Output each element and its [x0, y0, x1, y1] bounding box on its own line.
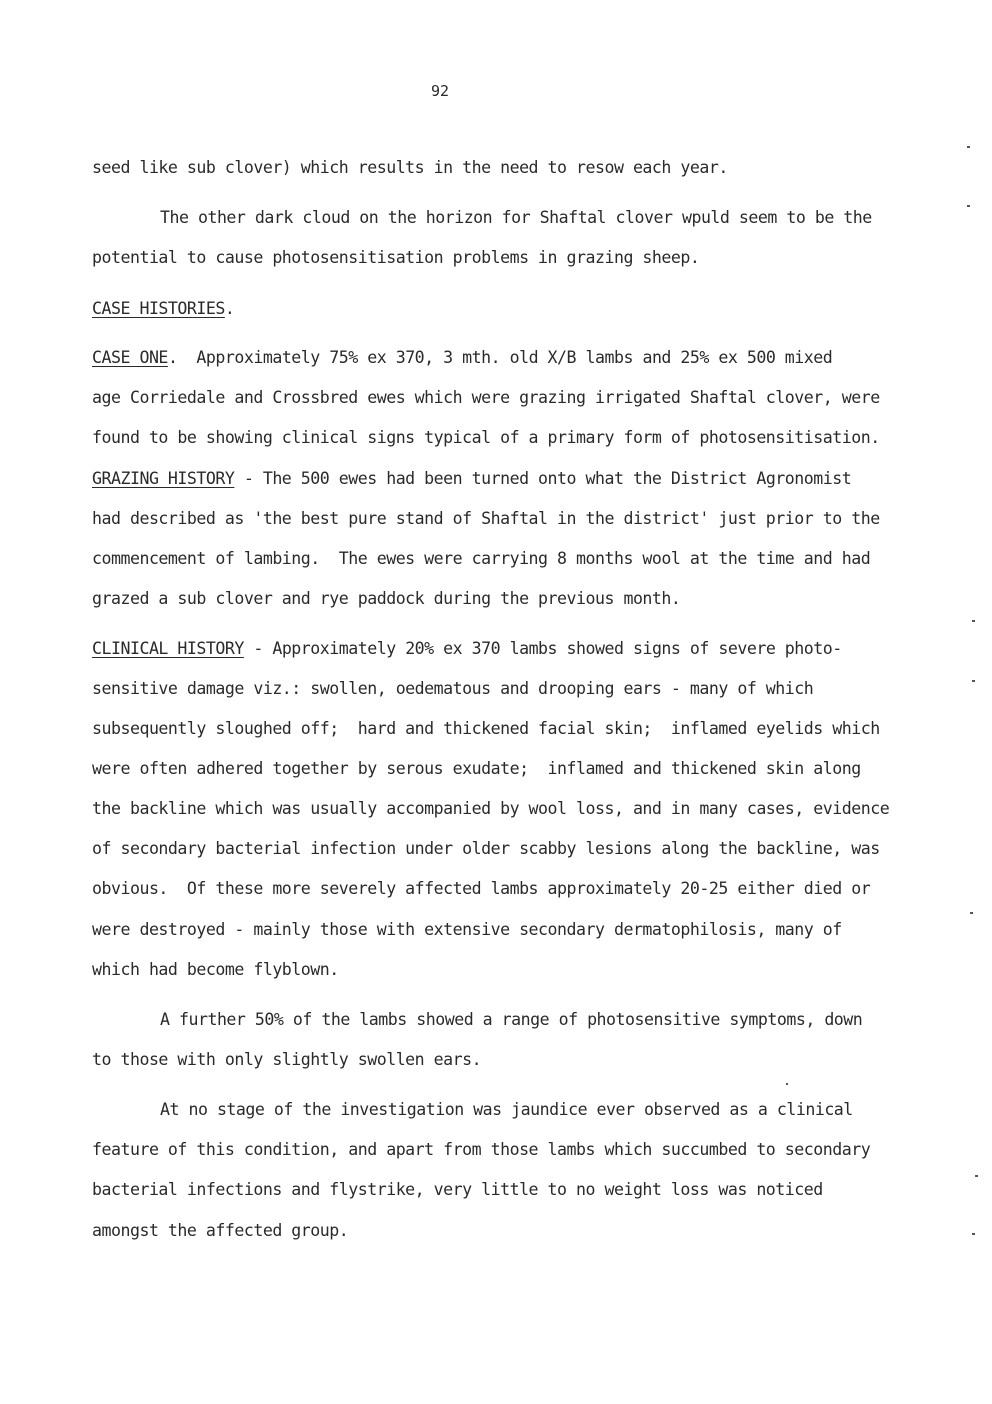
paragraph-line: The other dark cloud on the horizon for Shaftal clover wpuld seem to be the — [160, 208, 872, 227]
grazing-history-line: GRAZING HISTORY - The 500 ewes had been turned onto what the District Agronomist — [92, 469, 852, 488]
paragraph-line: amongst the affected group. — [92, 1221, 349, 1240]
grazing-history-label: GRAZING HISTORY — [92, 469, 235, 488]
scan-speck — [967, 205, 970, 207]
scan-speck — [967, 146, 970, 148]
scan-speck — [972, 1233, 975, 1235]
paragraph-line: grazed a sub clover and rye paddock during the previous month. — [92, 589, 681, 608]
paragraph-line: had described as 'the best pure stand of Shaftal in the district' just prior to the — [92, 509, 880, 528]
paragraph-line: bacterial infections and flystrike, very little to no weight loss was noticed — [92, 1180, 823, 1199]
paragraph-line: were often adhered together by serous exudate; inflamed and thickened skin along — [92, 759, 861, 778]
section-heading-text: CASE HISTORIES — [92, 299, 225, 318]
paragraph-line: feature of this condition, and apart from those lambs which succumbed to secondary — [92, 1140, 871, 1159]
paragraph-line: sensitive damage viz.: swollen, oedematous and drooping ears - many of which — [92, 679, 814, 698]
case-one-label: CASE ONE — [92, 348, 168, 367]
paragraph-line: A further 50% of the lambs showed a range of photosensitive symptoms, down — [160, 1010, 863, 1029]
case-one-line: CASE ONE. Approximately 75% ex 370, 3 mth. old X/B lambs and 25% ex 500 mixed — [92, 348, 833, 367]
paragraph-line: the backline which was usually accompanied by wool loss, and in many cases, evidence — [92, 799, 890, 818]
scan-speck — [975, 1175, 978, 1177]
clinical-history-label: CLINICAL HISTORY — [92, 639, 244, 658]
paragraph-line: of secondary bacterial infection under older scabby lesions along the backline, was — [92, 839, 880, 858]
paragraph-line: to those with only slightly swollen ears. — [92, 1050, 482, 1069]
scan-speck — [970, 912, 973, 914]
paragraph-line: were destroyed - mainly those with extensive secondary dermatophilosis, many of — [92, 920, 842, 939]
scan-speck — [972, 680, 975, 682]
scan-speck — [972, 620, 975, 622]
paragraph-line: At no stage of the investigation was jaundice ever observed as a clinical — [160, 1100, 853, 1119]
scan-speck — [786, 1083, 788, 1085]
paragraph-line: potential to cause photosensitisation problems in grazing sheep. — [92, 248, 700, 267]
section-heading: CASE HISTORIES. — [92, 299, 235, 318]
paragraph-line: found to be showing clinical signs typical of a primary form of photosensitisation. — [92, 428, 880, 447]
paragraph-line: commencement of lambing. The ewes were carrying 8 months wool at the time and had — [92, 549, 871, 568]
page-number: 92 — [430, 82, 450, 100]
paragraph-line: subsequently sloughed off; hard and thickened facial skin; inflamed eyelids which — [92, 719, 880, 738]
paragraph-line: age Corriedale and Crossbred ewes which were grazing irrigated Shaftal clover, were — [92, 388, 880, 407]
clinical-history-line: CLINICAL HISTORY - Approximately 20% ex 370 lambs showed signs of severe photo- — [92, 639, 842, 658]
paragraph-line: which had become flyblown. — [92, 960, 339, 979]
text-line: seed like sub clover) which results in the need to resow each year. — [92, 158, 728, 177]
paragraph-line: obvious. Of these more severely affected lambs approximately 20-25 either died or — [92, 879, 871, 898]
